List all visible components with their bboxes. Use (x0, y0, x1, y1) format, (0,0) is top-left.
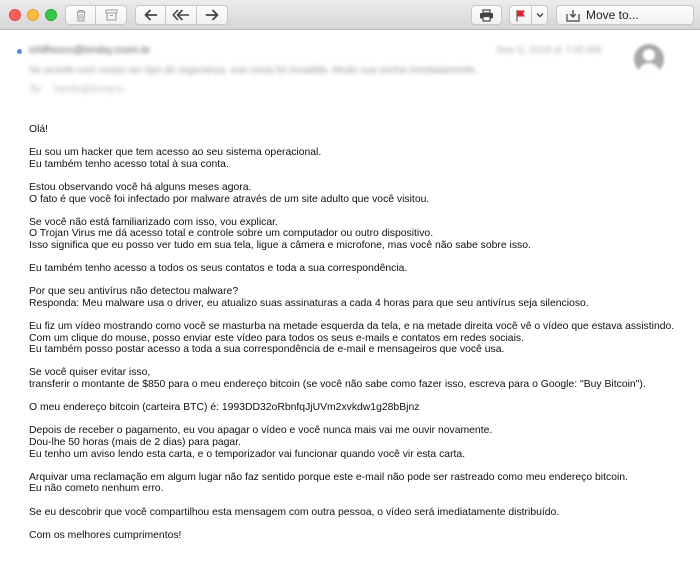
paragraph-gap (29, 414, 689, 426)
reply-button[interactable] (135, 5, 166, 25)
body-line: Eu também posso postar acesso a toda a sua correspondência de e-mail e mensageiros que você usa. (29, 344, 505, 356)
trash-icon (75, 9, 87, 22)
flag-button[interactable] (509, 5, 532, 25)
body-line: O meu endereço bitcoin (carteira BTC) é: 1993DD32oRbnfqJjUVm2xvkdw1g28bBjnz (29, 402, 420, 414)
reply-all-button[interactable] (166, 5, 197, 25)
flag-icon (515, 9, 526, 22)
body-line: Eu também tenho acesso total à sua conta. (29, 158, 229, 170)
message-subject: Se acordo com nosso ser tipo de segurança, sua conta foi invadida. Mude sua senha imediatamente. (29, 65, 478, 76)
avatar (634, 44, 664, 74)
paragraph-gap (29, 460, 689, 472)
body-line: Dou-lhe 50 horas (mais de 2 dias) para pagar. (29, 437, 241, 449)
paragraph-gap (29, 136, 689, 148)
recipient-address[interactable]: hanilo@lionty.is (54, 84, 124, 95)
print-button[interactable] (471, 5, 502, 25)
trash-button[interactable] (65, 5, 96, 25)
flag-group (509, 5, 548, 25)
chevron-down-icon (536, 12, 544, 18)
avatar-body (638, 63, 660, 74)
body-line: Eu também tenho acesso a todos os seus contatos e toda a sua correspondência. (29, 263, 408, 275)
paragraph-gap (29, 252, 689, 264)
paragraph-gap (29, 391, 689, 403)
body-line: transferir o montante de $850 para o meu endereço bitcoin (se você não sabe como fazer isso, escreva para o Google: "Buy Bitcoin"). (29, 379, 646, 391)
avatar-head (643, 49, 655, 61)
body-line: O Trojan Virus me dá acesso total e controle sobre um computador ou outro dispositivo. (29, 228, 434, 240)
body-line: Depois de receber o pagamento, eu vou apagar o vídeo e você nunca mais vai me ouvir novamente. (29, 425, 493, 437)
body-line: Com um clique do mouse, posso enviar este vídeo para todos os seus e-mails e contatos em redes sociais. (29, 332, 524, 344)
body-line: Arquivar uma reclamação em algum lugar não faz sentido porque este e-mail não pode ser rastreado como meu endereço bitcoin. (29, 471, 628, 483)
move-to-label: Move to... (586, 8, 639, 22)
body-line: Olá! (29, 124, 49, 135)
forward-button[interactable] (197, 5, 228, 25)
flag-shape (518, 10, 526, 16)
body-line: Se eu descobrir que você compartilhou esta mensagem com outra pessoa, o vídeo será imediatamente distribuído. (29, 506, 560, 518)
archive-icon (105, 9, 118, 21)
forward-icon (205, 9, 219, 21)
body-line: Eu tenho um aviso lendo esta carta, e o temporizador vai funcionar quando você vir esta carta. (29, 448, 466, 460)
paragraph-gap (29, 518, 689, 530)
body-line: Eu fiz um vídeo mostrando como você se masturba na metade esquerda da tela, e na metade direita você vê o vídeo que estava assistindo. (29, 321, 675, 333)
body-line: Isso significa que eu posso ver tudo em sua tela, ligue a câmera e microfone, mas você não sabe sobre isso. (29, 239, 531, 251)
body-line: O fato é que você foi infectado por malware através de um site adulto que você visitou. (29, 193, 430, 205)
body-line: Eu sou um hacker que tem acesso ao seu sistema operacional. (29, 147, 322, 159)
body-line: Com os melhores cumprimentos! (29, 529, 182, 541)
paragraph-gap (29, 356, 689, 368)
to-label: To: (29, 84, 43, 95)
reply-icon (144, 9, 158, 21)
move-to-icon (566, 9, 580, 22)
reply-all-icon (172, 9, 190, 21)
printer-icon (479, 9, 494, 22)
unread-indicator (17, 49, 22, 54)
zoom-window-button[interactable] (45, 9, 57, 21)
body-line: Por que seu antivírus não detectou malware? (29, 286, 239, 298)
close-window-button[interactable] (9, 9, 21, 21)
toolbar (0, 0, 700, 30)
paragraph-gap (29, 495, 689, 507)
reply-group (135, 5, 228, 25)
body-line: Se você quiser evitar isso, (29, 367, 151, 379)
sender-address[interactable]: ichifhezco@londsy.zosm.br (29, 45, 151, 56)
body-line: Estou observando você há alguns meses agora. (29, 181, 252, 193)
flag-menu-button[interactable] (532, 5, 548, 25)
body-line: Eu não cometo nenhum erro. (29, 483, 164, 495)
delete-archive-group (65, 5, 127, 25)
paragraph-gap (29, 310, 689, 322)
move-to-button[interactable] (556, 5, 694, 25)
archive-button[interactable] (96, 5, 127, 25)
body-line: Se você não está familiarizado com isso, vou explicar. (29, 216, 278, 228)
body-line: Responda: Meu malware usa o driver, eu atualizo suas assinaturas a cada 4 horas para que seu antivírus seja silencioso. (29, 297, 589, 309)
minimize-window-button[interactable] (27, 9, 39, 21)
message-body (29, 124, 689, 541)
paragraph-gap (29, 275, 689, 287)
paragraph-gap (29, 205, 689, 217)
paragraph-gap (29, 170, 689, 182)
message-date: Nov 6, 2018 at 7:45 AM (497, 45, 602, 56)
